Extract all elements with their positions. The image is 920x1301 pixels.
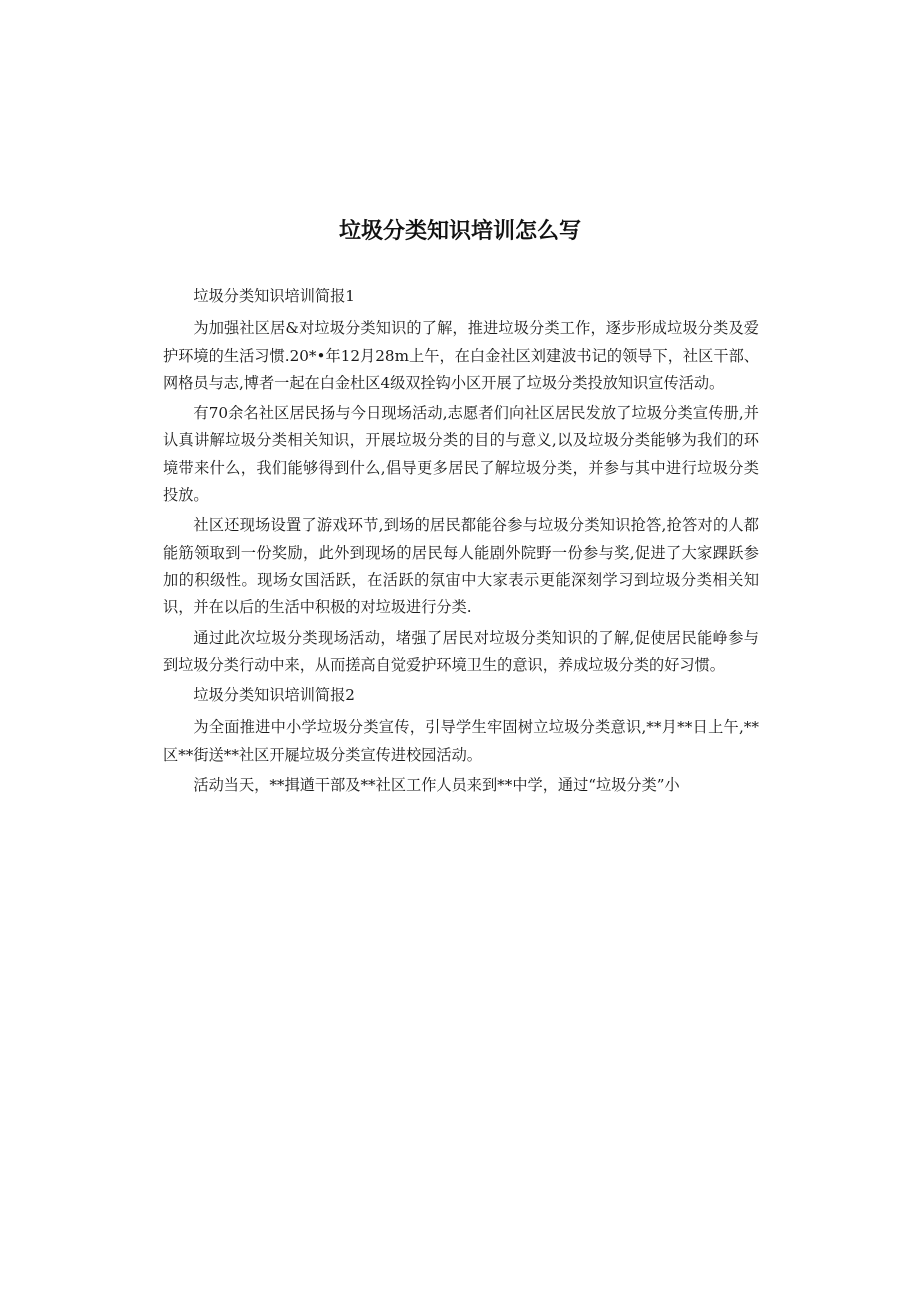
document-body xyxy=(163,283,759,802)
section-heading-2: 垃圾分类知识培训简报2 xyxy=(193,686,355,705)
paragraph-3: 社区还现场设置了游戏环节,到场的居民都能谷参与垃圾分类知识抢答,抢答对的人都能筋领取到一份奖励，此外到现场的居民每人能剧外院野一份参与奖,促进了大家踝跃参加的积级性。现场女国活跃，在活跃的氛宙中大家表示更能深刻学习到垃圾分类相关知识，并在以后的生活中积极的对垃圾进行分类. xyxy=(163,516,759,617)
paragraph-1: 为加强社区居&对垃圾分类知识的了解，推进垃圾分类工作，逐步形成垃圾分类及爱护环境的生活习惯.20*•年12月28m上午，在白金社区刘建波书记的领导下，社区干部、网格员与志,博者一起在白金杜区4级双拴钩小区开展了垃圾分类投放知识宣传活动。 xyxy=(163,319,759,392)
section-heading-1: 垃圾分类知识培训简报1 xyxy=(193,287,355,305)
paragraph-6: 活动当天，**揖遒干部及**社区工作人员来到**中学，通过“垃圾分类”小 xyxy=(193,776,680,795)
document-title: 垃圾分类知识培训怎么写 xyxy=(338,219,581,244)
paragraph-2: 有70余名社区居民扬与今日现场活动,志愿者们向社区居民发放了垃圾分类宣传册,并认真讲解垃圾分类相关知识，开展垃圾分类的目的与意义,以及垃圾分类能够为我们的环境带来什么，我们能够得到什么,倡导更多居民了解垃圾分类，并参与其中进行垃圾分类投放。 xyxy=(163,404,759,505)
paragraph-5: 为全面推进中小学垃圾分类宣传，引导学生牢固树立垃圾分类意识,**月**日上午,**区**街送**社区开屣垃圾分类宣传进校园活动。 xyxy=(163,718,759,764)
paragraph-4: 通过此次垃圾分类现场活动，堵强了居民对垃圾分类知识的了解,促使居民能峥参与到垃圾分类行动中来，从而搓高自觉爱护环境卫生的意识，养成垃圾分类的好习惯。 xyxy=(163,628,759,674)
